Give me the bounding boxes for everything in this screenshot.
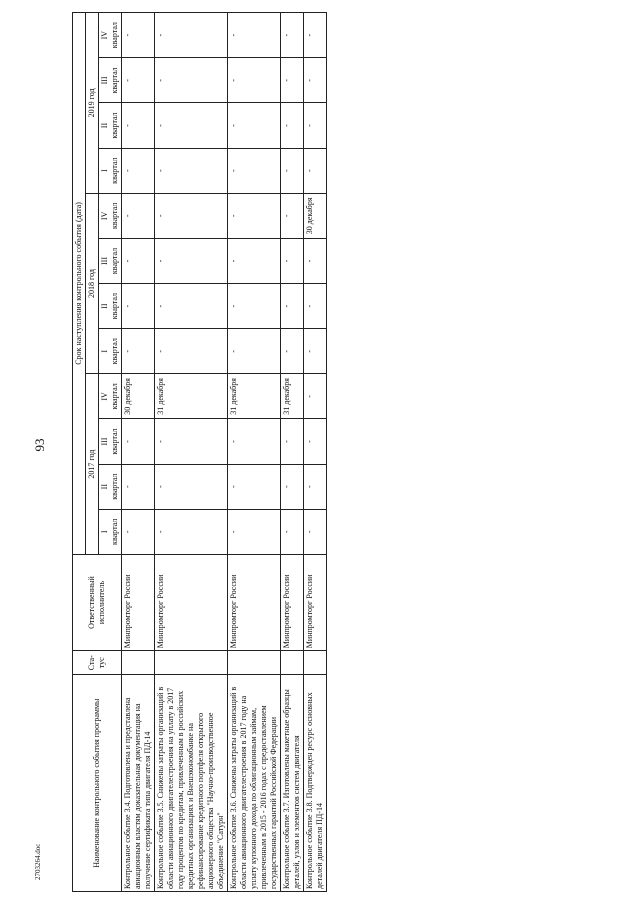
- deadline-cell: -: [304, 58, 327, 103]
- header-quarter-cell: [99, 509, 122, 554]
- header-quarter-cell: [99, 148, 122, 193]
- deadline-cell: -: [228, 13, 281, 58]
- deadline-cell: 30 декабря: [122, 374, 155, 419]
- deadline-cell: -: [304, 374, 327, 419]
- table-row: [228, 13, 281, 892]
- deadline-cell: 31 декабря: [281, 374, 304, 419]
- responsible-cell: Минпромторг России: [155, 554, 228, 650]
- deadline-cell: -: [155, 193, 228, 238]
- quarter-numeral: II: [100, 484, 109, 490]
- event-name-cell: Контрольное событие 3.5. Снижены затраты организаций в области авиационного двигателестроения на уплату в 2017 году процентов по кредитам, привлеченным в российских кредитных организациях и Внешэкономбанке на рефинансирование кредитного портфеля открытого акционерного общества "Научно-производственное объединение "Сатурн": [155, 675, 228, 892]
- quarter-numeral: II: [100, 122, 109, 129]
- quarter-word: квартал: [110, 428, 119, 455]
- deadline-cell: -: [122, 509, 155, 554]
- header-status: Ста-тус: [73, 651, 122, 675]
- header-quarter-cell: [99, 193, 122, 238]
- status-cell: [122, 651, 155, 675]
- quarter-numeral: IV: [100, 211, 109, 221]
- header-quarter-cell: [99, 329, 122, 374]
- responsible-cell: Минпромторг России: [281, 554, 304, 650]
- deadline-cell: -: [281, 103, 304, 148]
- deadline-cell: -: [155, 284, 228, 329]
- table-row: [122, 13, 155, 892]
- quarter-numeral: I: [100, 530, 109, 534]
- event-name-cell: Контрольное событие 3.4. Подготовлена и представлена авиационным властям доказательная документация на получение сертификата типа двигателя ПД-14: [122, 675, 155, 892]
- deadline-cell: -: [228, 464, 281, 509]
- deadline-cell: -: [304, 329, 327, 374]
- status-cell: [155, 651, 228, 675]
- header-year-2018: 2018 год: [86, 193, 99, 374]
- event-name-cell: Контрольное событие 3.7. Изготовлены макетные образцы деталей, узлов и элементов систем двигателя: [281, 675, 304, 892]
- deadline-cell: 31 декабря: [228, 374, 281, 419]
- deadline-cell: -: [155, 58, 228, 103]
- deadline-cell: -: [122, 419, 155, 464]
- deadline-cell: -: [281, 13, 304, 58]
- deadline-cell: -: [281, 284, 304, 329]
- deadline-cell: -: [122, 193, 155, 238]
- deadline-cell: -: [228, 509, 281, 554]
- deadline-cell: -: [155, 13, 228, 58]
- deadline-cell: -: [281, 193, 304, 238]
- header-year-2019: 2019 год: [86, 13, 99, 194]
- quarter-numeral: I: [100, 349, 109, 353]
- deadline-cell: -: [155, 329, 228, 374]
- deadline-cell: -: [281, 509, 304, 554]
- footer-doc-code: 2703264.doc: [34, 843, 42, 880]
- deadline-cell: -: [122, 464, 155, 509]
- status-cell: [228, 651, 281, 675]
- deadline-cell: -: [304, 148, 327, 193]
- table-row: [304, 13, 327, 892]
- quarter-word: квартал: [110, 293, 119, 320]
- quarter-numeral: I: [100, 169, 109, 173]
- header-quarter-cell: [99, 419, 122, 464]
- header-quarter-cell: [99, 58, 122, 103]
- header-quarter-cell: [99, 238, 122, 283]
- deadline-cell: 30 декабря: [304, 193, 327, 238]
- quarter-word: квартал: [110, 247, 119, 275]
- quarter-numeral: III: [100, 76, 109, 85]
- deadline-cell: -: [228, 238, 281, 283]
- quarter-word: квартал: [110, 473, 119, 500]
- deadline-cell: -: [155, 238, 228, 283]
- header-quarter-cell: [99, 103, 122, 148]
- deadline-cell: -: [304, 509, 327, 554]
- quarter-word: квартал: [110, 518, 119, 545]
- header-year-2017: 2017 год: [86, 374, 99, 555]
- deadline-cell: -: [122, 58, 155, 103]
- rotated-table-container: [72, 12, 628, 892]
- deadline-cell: -: [281, 58, 304, 103]
- responsible-cell: Минпромторг России: [304, 554, 327, 650]
- header-quarter-cell: [99, 13, 122, 58]
- header-responsible: Ответственный исполнитель: [73, 554, 122, 650]
- quarter-numeral: III: [100, 256, 109, 265]
- deadline-cell: -: [155, 419, 228, 464]
- quarter-word: квартал: [110, 338, 119, 365]
- quarter-word: квартал: [110, 202, 119, 229]
- deadline-cell: -: [281, 329, 304, 374]
- quarter-word: квартал: [110, 383, 119, 410]
- deadline-cell: -: [281, 148, 304, 193]
- deadline-cell: -: [122, 238, 155, 283]
- deadline-cell: -: [228, 284, 281, 329]
- table-row: [155, 13, 228, 892]
- deadline-cell: 31 декабря: [155, 374, 228, 419]
- deadline-cell: -: [122, 148, 155, 193]
- header-quarter-cell: [99, 464, 122, 509]
- quarter-word: квартал: [110, 22, 119, 49]
- event-name-cell: Контрольное событие 3.6. Снижены затраты организаций в области авиационного двигателестроения в 2017 году на уплату купонного дохода по облигационным займам, привлеченным в 2015 - 2016 годах с предоставлением государственных гарантий Российской Федерации: [228, 675, 281, 892]
- table-row: [281, 13, 304, 892]
- deadline-cell: -: [228, 419, 281, 464]
- deadline-cell: -: [304, 13, 327, 58]
- deadline-cell: -: [122, 284, 155, 329]
- deadline-cell: -: [228, 329, 281, 374]
- deadline-cell: -: [228, 193, 281, 238]
- deadline-cell: -: [122, 329, 155, 374]
- deadline-cell: -: [281, 238, 304, 283]
- deadline-cell: -: [155, 103, 228, 148]
- quarter-numeral: IV: [100, 392, 109, 401]
- header-quarter-cell: [99, 284, 122, 329]
- deadline-cell: -: [304, 103, 327, 148]
- event-name-cell: Контрольное событие 3.8. Подтвержден ресурс основных деталей двигателя ПД-14: [304, 675, 327, 892]
- deadline-cell: -: [304, 419, 327, 464]
- responsible-cell: Минпромторг России: [122, 554, 155, 650]
- deadline-cell: -: [281, 464, 304, 509]
- deadline-cell: -: [122, 13, 155, 58]
- deadline-cell: -: [281, 419, 304, 464]
- page-number: 93: [32, 438, 47, 452]
- deadline-cell: -: [155, 148, 228, 193]
- header-deadline-group: Срок наступления контрольного события (дата): [73, 13, 86, 555]
- deadline-cell: -: [155, 464, 228, 509]
- status-cell: [281, 651, 304, 675]
- quarter-word: квартал: [110, 157, 119, 184]
- quarter-numeral: IV: [100, 30, 109, 40]
- deadline-cell: -: [228, 58, 281, 103]
- table-body: [122, 13, 327, 892]
- deadline-cell: -: [304, 464, 327, 509]
- deadline-cell: -: [304, 284, 327, 329]
- status-cell: [304, 651, 327, 675]
- responsible-cell: Минпромторг России: [228, 554, 281, 650]
- deadline-cell: -: [228, 103, 281, 148]
- quarter-numeral: II: [100, 303, 109, 309]
- deadline-cell: -: [122, 103, 155, 148]
- header-quarter-cell: [99, 374, 122, 419]
- deadline-cell: -: [155, 509, 228, 554]
- deadline-cell: -: [304, 238, 327, 283]
- quarter-numeral: III: [100, 437, 109, 446]
- quarter-word: квартал: [110, 67, 119, 94]
- deadline-cell: -: [228, 148, 281, 193]
- control-events-table: [72, 12, 327, 892]
- quarter-word: квартал: [110, 112, 119, 139]
- header-event-name: Наименование контрольного события программы: [73, 675, 122, 892]
